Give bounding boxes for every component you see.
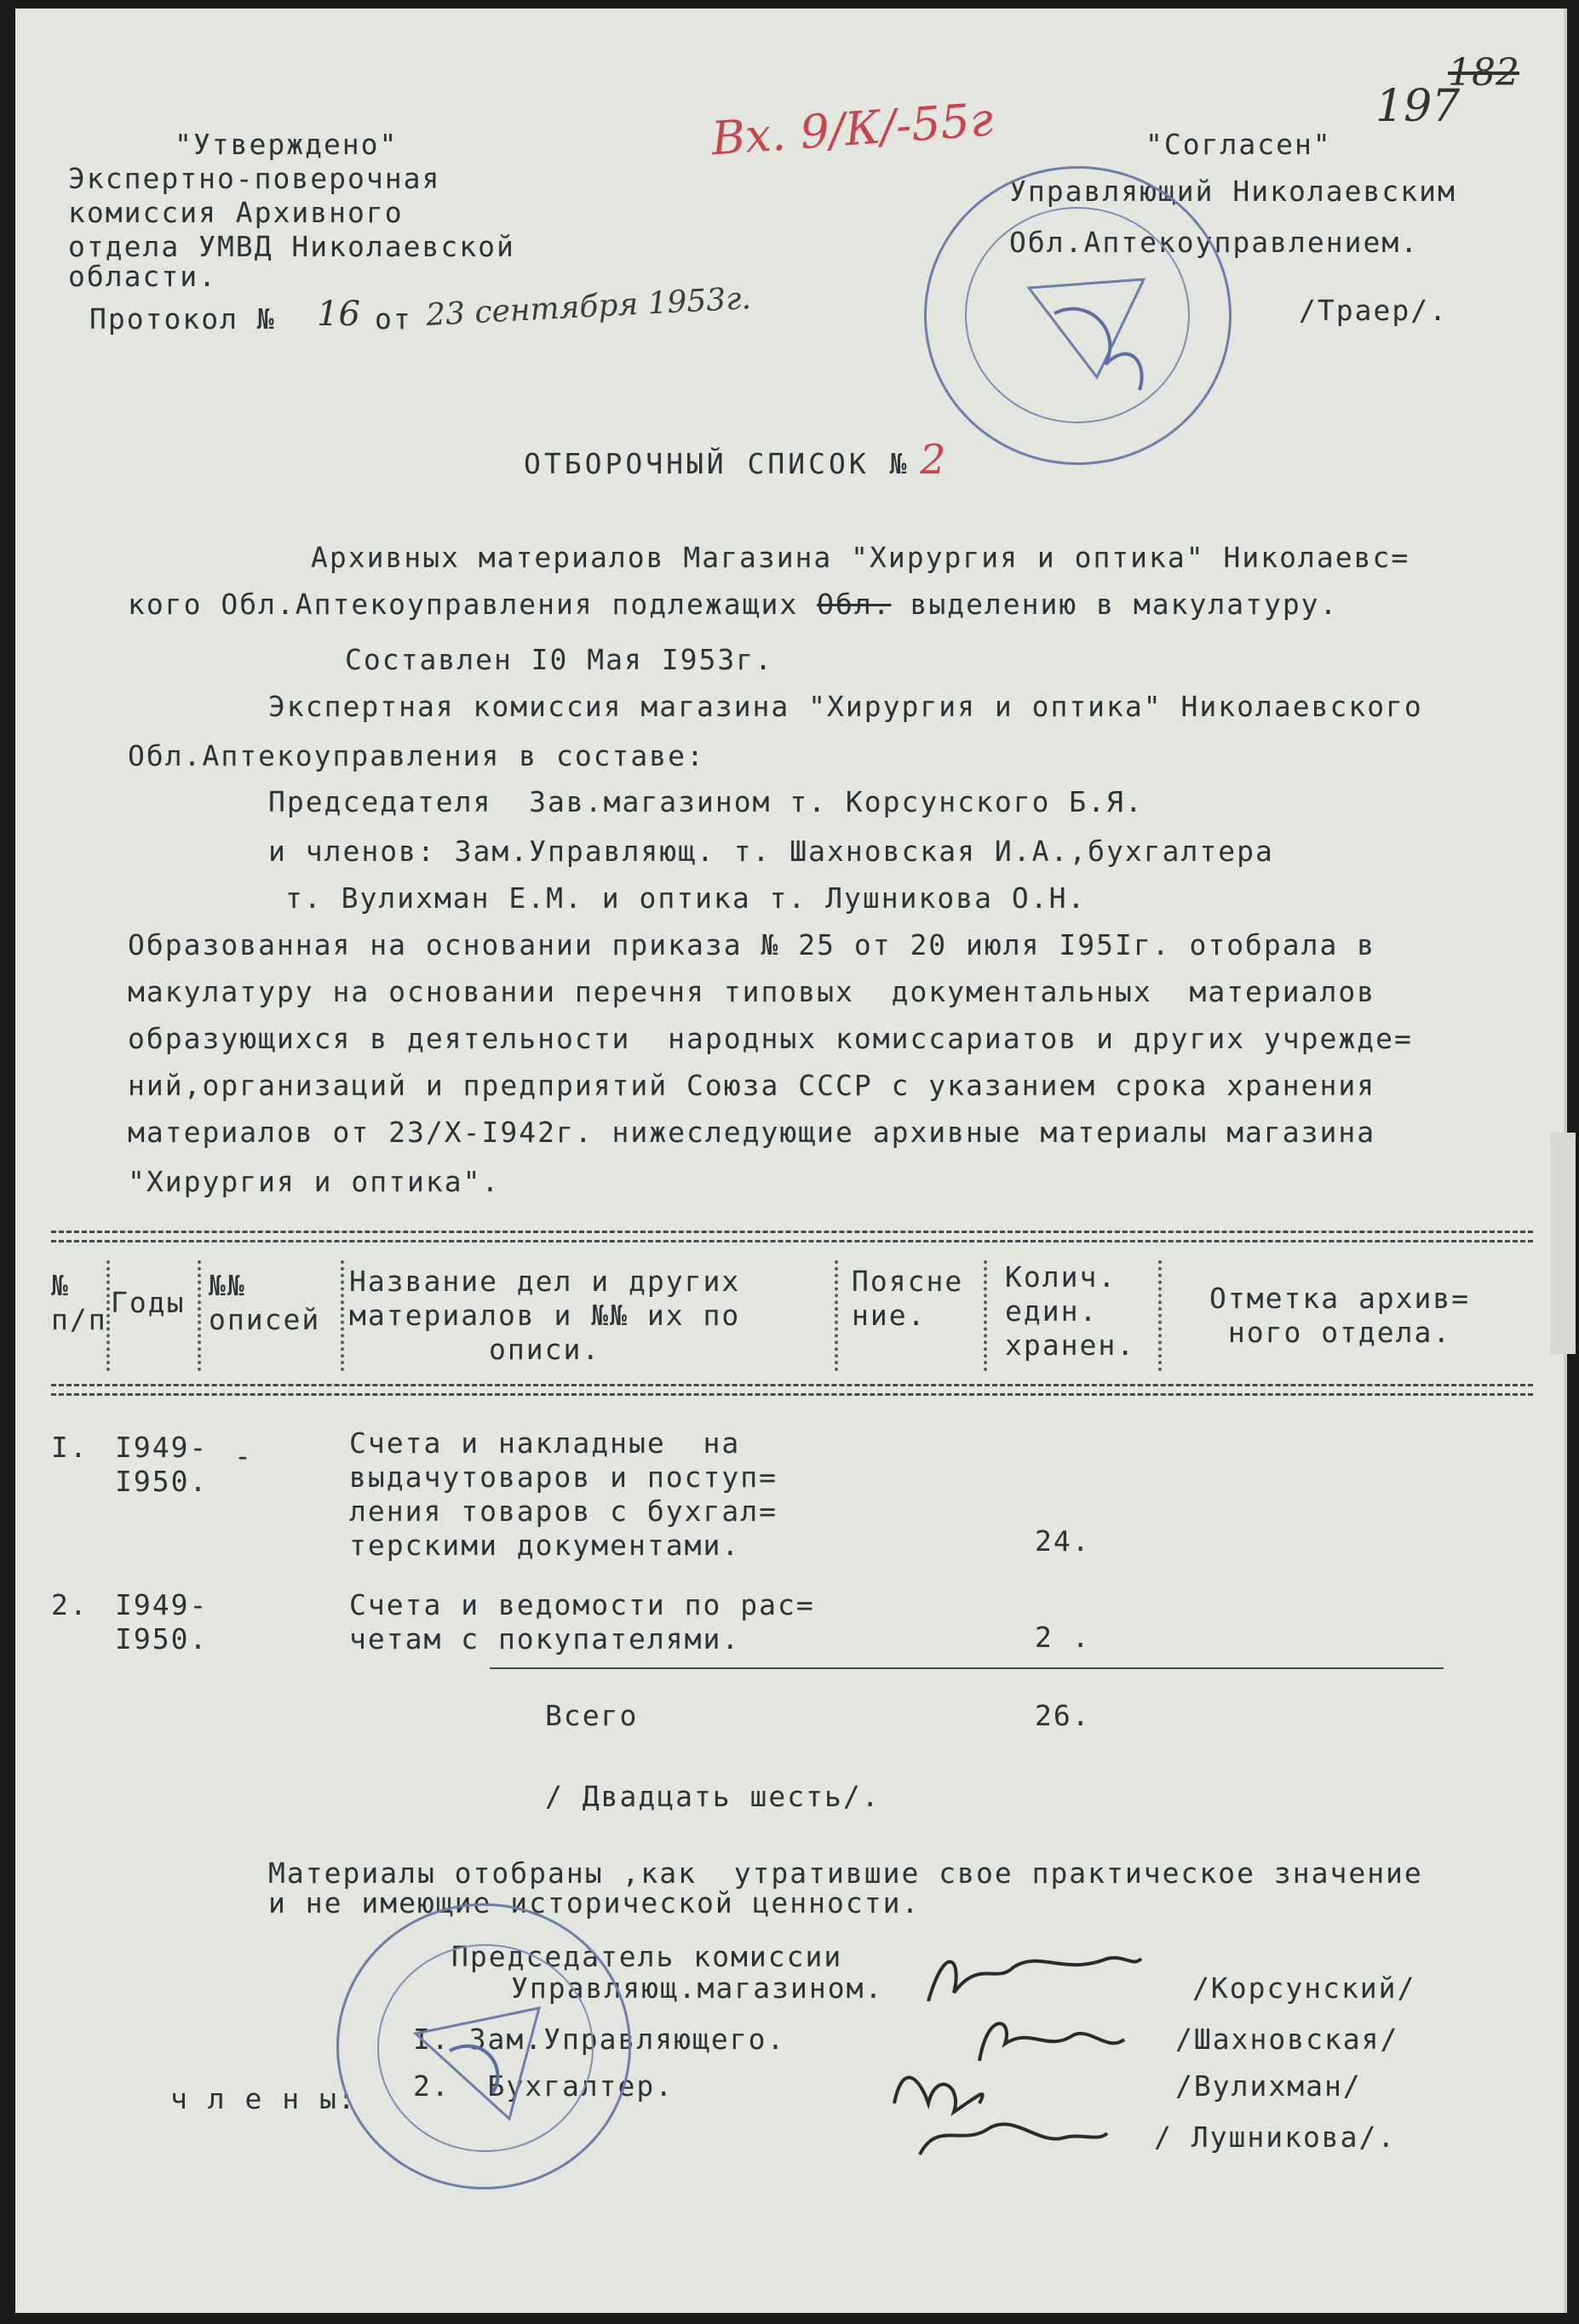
intro-line-4: Экспертная комиссия магазина "Хирургия и оптика" Николаевского (268, 690, 1423, 723)
intro-line-14: "Хирургия и оптика". (128, 1165, 501, 1198)
column-divider (984, 1260, 987, 1371)
agreer-line-1: Управляющий Николаевским (1009, 175, 1456, 208)
member-2-role: 2. Бухгалтер. (413, 2069, 675, 2103)
page-edge-tab (1550, 1133, 1576, 1354)
row-2-title: Счета и ведомости по рас= четам с покупателями. (349, 1588, 815, 1655)
header-title: Название дел и других материалов и №№ их по описи. (349, 1265, 741, 1366)
approved-heading: "Утверждено" (175, 128, 399, 161)
header-quantity: Колич. един. хранен. (1005, 1260, 1136, 1362)
total-label: Всего (545, 1699, 639, 1732)
commission-members: и членов: Зам.Управляющ. т. Шахновская И.А.,бухгалтера (268, 835, 1274, 868)
approver-line-4: области. (68, 260, 217, 293)
agreer-name: /Траер/. (1299, 294, 1448, 327)
protocol-label: Протокол № (89, 302, 276, 336)
header-inventory: №№ описей (209, 1269, 321, 1336)
intro-line-10: макулатуру на основании перечня типовых документальных материалов (128, 975, 1376, 1008)
members-label: ч л е н ы: (170, 2082, 357, 2115)
row-1-years: I949- I950. (115, 1431, 209, 1498)
member-1-name: /Шахновская/ (1175, 2023, 1399, 2056)
row-1-quantity: 24. (1035, 1524, 1091, 1558)
table-header-rule-2 (51, 1393, 1533, 1396)
compiled-date: Составлен I0 Мая I953г. (345, 643, 773, 676)
member-1-role: I. Зам.Управляющего. (413, 2023, 786, 2056)
row-1-title: Счета и накладные на выдачутоваров и поступ= ления товаров с бухгал= терскими документами. (349, 1426, 778, 1562)
conclusion-line-1: Материалы отобраны ,как утратившие свое практическое значение (268, 1856, 1423, 1890)
chair-role: Управляющ.магазином. (511, 1971, 884, 2005)
round-stamp-top (924, 166, 1232, 465)
chair-name: /Корсунский/ (1192, 1971, 1416, 2005)
intro-line-2: кого Обл.Аптекоуправления подлежащих Обл. выделению в макулатуру. (128, 588, 1339, 621)
intro-line-11: образующихся в деятельности народных комиссариатов и других учрежде= (128, 1022, 1413, 1055)
table-header-rule (51, 1384, 1533, 1386)
commission-chair: Председателя Зав.магазином т. Корсунского Б.Я. (268, 785, 1144, 818)
protocol-number: 16 (317, 295, 360, 334)
column-divider (341, 1260, 344, 1371)
header-archive-mark: Отметка архив= ного отдела. (1209, 1282, 1471, 1349)
total-value: 26. (1035, 1699, 1091, 1732)
round-stamp-bottom (336, 1903, 631, 2189)
total-rule (490, 1667, 1444, 1669)
table-top-rule-2 (51, 1240, 1533, 1242)
row-2-quantity: 2 . (1035, 1621, 1091, 1654)
corner-number: 197 (1375, 81, 1461, 132)
approver-line-1: Экспертно-поверочная (68, 162, 441, 195)
registration-mark: Вх. 9/К/-55г (709, 92, 996, 166)
chair-title: Председатель комиссии (451, 1940, 843, 1973)
intro-line-5: Обл.Аптекоуправления в составе: (128, 739, 705, 772)
column-divider (1158, 1260, 1162, 1371)
total-in-words: / Двадцать шесть/. (545, 1780, 881, 1813)
row-1-inventory: - (234, 1439, 253, 1472)
agreed-heading: "Согласен" (1145, 128, 1332, 161)
header-years: Годы (111, 1286, 186, 1319)
protocol-from: от (375, 302, 412, 336)
intro-line-13: материалов от 23/Х-I942г. нижеследующие архивные материалы магазина (128, 1116, 1376, 1149)
corner-number-struck: 182 (1448, 51, 1519, 95)
protocol-date: 23 сентября 1953г. (425, 281, 752, 333)
intro-line-12: ний,организаций и предприятий Союза СССР с указанием срока хранения (128, 1069, 1376, 1102)
document-number: 2 (920, 436, 946, 484)
intro-line-9: Образованная на основании приказа № 25 от 20 июля I95Iг. отобрала в (128, 928, 1376, 961)
column-divider (198, 1260, 201, 1371)
header-number: № п/п (51, 1269, 107, 1336)
table-top-rule (51, 1231, 1533, 1233)
conclusion-line-2: и не имеющие исторической ценности. (268, 1886, 921, 1919)
row-2-number: 2. (51, 1588, 89, 1621)
approver-line-3: отдела УМВД Николаевской (68, 230, 515, 263)
header-note: Поясне ние. (852, 1265, 964, 1332)
row-1-number: I. (51, 1431, 89, 1464)
column-divider (835, 1260, 838, 1371)
member-3-name: / Лушникова/. (1154, 2120, 1397, 2154)
agreer-line-2: Обл.Аптекоуправлением. (1009, 226, 1420, 259)
document-title: ОТБОРОЧНЫЙ СПИСОК № (524, 447, 910, 480)
commission-members-2: т. Вулихман Е.М. и оптика т. Лушникова О.Н. (285, 881, 1087, 915)
intro-line-1: Архивных материалов Магазина "Хирургия и оптика" Николаевс= (311, 541, 1410, 574)
member-2-name: /Вулихман/ (1175, 2069, 1362, 2103)
row-2-years: I949- I950. (115, 1588, 209, 1655)
approver-line-2: комиссия Архивного (68, 196, 404, 229)
